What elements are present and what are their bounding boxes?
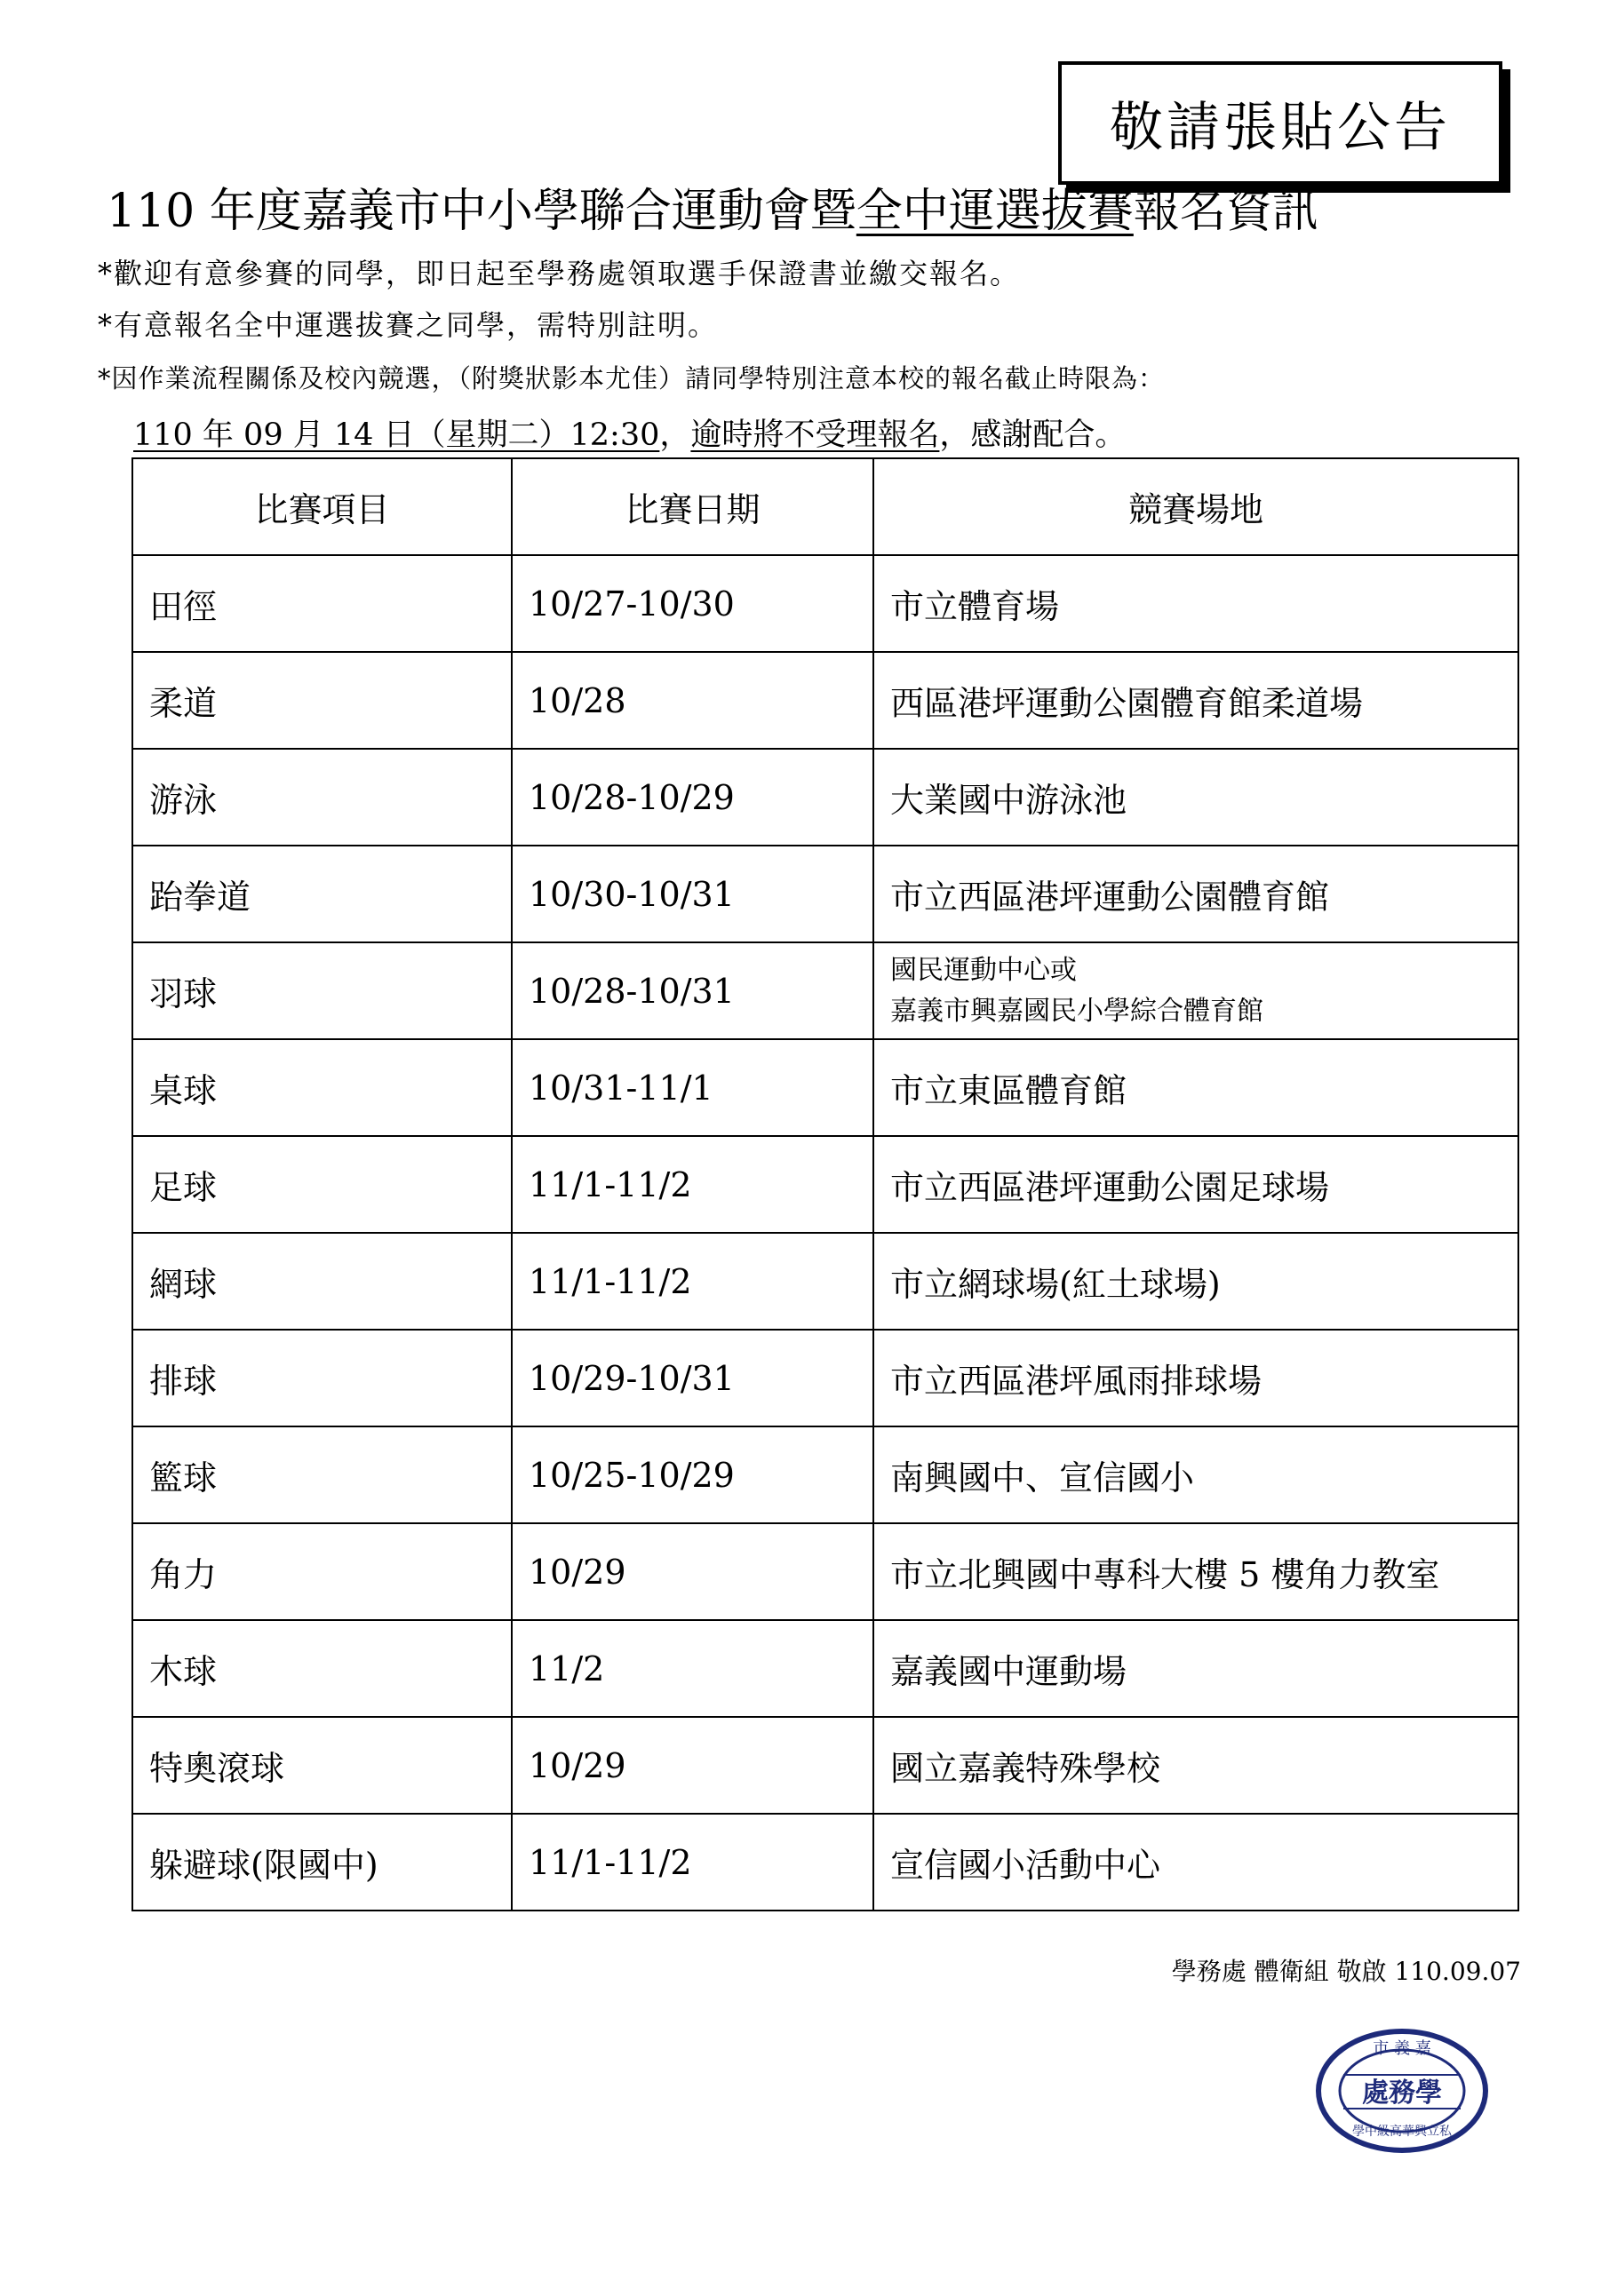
seal-top-text: 市 義 嘉 xyxy=(1373,2039,1431,2058)
date-cell: 10/25-10/29 xyxy=(512,1426,873,1523)
notice-box xyxy=(1058,61,1502,185)
event-cell: 特奧滾球 xyxy=(132,1717,512,1814)
date-cell: 11/1-11/2 xyxy=(512,1136,873,1233)
table-row xyxy=(132,1136,1518,1233)
table-row xyxy=(132,1814,1518,1911)
venue-line-2: 嘉義市興嘉國民小學綜合體育館 xyxy=(890,995,1263,1027)
event-cell: 柔道 xyxy=(132,652,512,749)
table-row xyxy=(132,846,1518,942)
header-date: 比賽日期 xyxy=(512,458,873,555)
venue-line-1: 國民運動中心或 xyxy=(890,954,1077,986)
event-cell: 游泳 xyxy=(132,749,512,846)
event-cell: 桌球 xyxy=(132,1039,512,1136)
event-cell: 躲避球(限國中) xyxy=(132,1814,512,1911)
venue-cell: 西區港坪運動公園體育館柔道場 xyxy=(873,652,1518,749)
event-cell: 足球 xyxy=(132,1136,512,1233)
table-row xyxy=(132,1330,1518,1426)
date-cell: 11/1-11/2 xyxy=(512,1233,873,1330)
deadline-warning: 逾時將不受理報名 xyxy=(690,417,940,453)
event-cell: 跆拳道 xyxy=(132,846,512,942)
table-row xyxy=(132,1717,1518,1814)
notice-label: 敬請張貼公告 xyxy=(1110,96,1451,159)
date-cell: 10/31-11/1 xyxy=(512,1039,873,1136)
event-cell: 網球 xyxy=(132,1233,512,1330)
date-cell: 10/29 xyxy=(512,1717,873,1814)
event-cell: 排球 xyxy=(132,1330,512,1426)
deadline-date: 110 年 09 月 14 日（星期二）12:30 xyxy=(133,417,660,453)
date-cell: 10/28 xyxy=(512,652,873,749)
title-part3: 報名資訊 xyxy=(1133,185,1318,238)
venue-cell: 市立網球場(紅土球場) xyxy=(873,1233,1518,1330)
seal-center-text: 處務學 xyxy=(1362,2078,1442,2109)
venue-cell: 國立嘉義特殊學校 xyxy=(873,1717,1518,1814)
table-row xyxy=(132,1426,1518,1523)
school-seal-stamp xyxy=(1313,2027,1491,2156)
venue-cell: 市立體育場 xyxy=(873,555,1518,652)
header-event: 比賽項目 xyxy=(132,458,512,555)
venue-cell xyxy=(873,942,1518,1039)
table-row xyxy=(132,942,1518,1039)
title-part1: 110 年度嘉義市中小學聯合運動會暨 xyxy=(107,185,856,238)
event-cell: 籃球 xyxy=(132,1426,512,1523)
events-table xyxy=(131,457,1519,1911)
date-cell: 11/2 xyxy=(512,1620,873,1717)
venue-cell: 宣信國小活動中心 xyxy=(873,1814,1518,1911)
note-3: *因作業流程關係及校內競選，（附獎狀影本尤佳）請同學特別注意本校的報名截止時限為： xyxy=(98,363,1166,393)
event-cell: 田徑 xyxy=(132,555,512,652)
table-row xyxy=(132,749,1518,846)
table-row xyxy=(132,1620,1518,1717)
date-cell: 10/27-10/30 xyxy=(512,555,873,652)
venue-cell: 市立西區港坪風雨排球場 xyxy=(873,1330,1518,1426)
title-highlight: 全中運選拔賽 xyxy=(856,185,1134,238)
note-1: *歡迎有意參賽的同學，即日起至學務處領取選手保證書並繳交報名。 xyxy=(98,257,1021,290)
venue-cell: 市立西區港坪運動公園體育館 xyxy=(873,846,1518,942)
event-cell: 角力 xyxy=(132,1523,512,1620)
table-row xyxy=(132,1233,1518,1330)
table-row xyxy=(132,1523,1518,1620)
date-cell: 10/28-10/31 xyxy=(512,942,873,1039)
table-row xyxy=(132,555,1518,652)
date-cell: 10/30-10/31 xyxy=(512,846,873,942)
table-row xyxy=(132,652,1518,749)
venue-cell: 市立西區港坪運動公園足球場 xyxy=(873,1136,1518,1233)
header-venue: 競賽場地 xyxy=(873,458,1518,555)
date-cell: 10/28-10/29 xyxy=(512,749,873,846)
venue-cell: 大業國中游泳池 xyxy=(873,749,1518,846)
deadline-sep: ， xyxy=(659,417,691,453)
date-cell: 11/1-11/2 xyxy=(512,1814,873,1911)
deadline-tail: ，感謝配合。 xyxy=(939,417,1127,453)
event-cell: 木球 xyxy=(132,1620,512,1717)
event-cell: 羽球 xyxy=(132,942,512,1039)
table-header-row xyxy=(132,458,1518,555)
date-cell: 10/29-10/31 xyxy=(512,1330,873,1426)
venue-cell: 市立北興國中專科大樓 5 樓角力教室 xyxy=(873,1523,1518,1620)
table-row xyxy=(132,1039,1518,1136)
seal-bottom-text: 學中級高華興立私 xyxy=(1352,2125,1452,2139)
footer-signature: 學務處 體衛組 敬啟 110.09.07 xyxy=(1171,1957,1521,1986)
note-2: *有意報名全中運選拔賽之同學，需特別註明。 xyxy=(98,308,719,342)
venue-cell: 嘉義國中運動場 xyxy=(873,1620,1518,1717)
venue-cell: 市立東區體育館 xyxy=(873,1039,1518,1136)
page-title xyxy=(107,176,1528,247)
deadline-line xyxy=(133,413,1126,457)
venue-cell: 南興國中、宣信國小 xyxy=(873,1426,1518,1523)
date-cell: 10/29 xyxy=(512,1523,873,1620)
